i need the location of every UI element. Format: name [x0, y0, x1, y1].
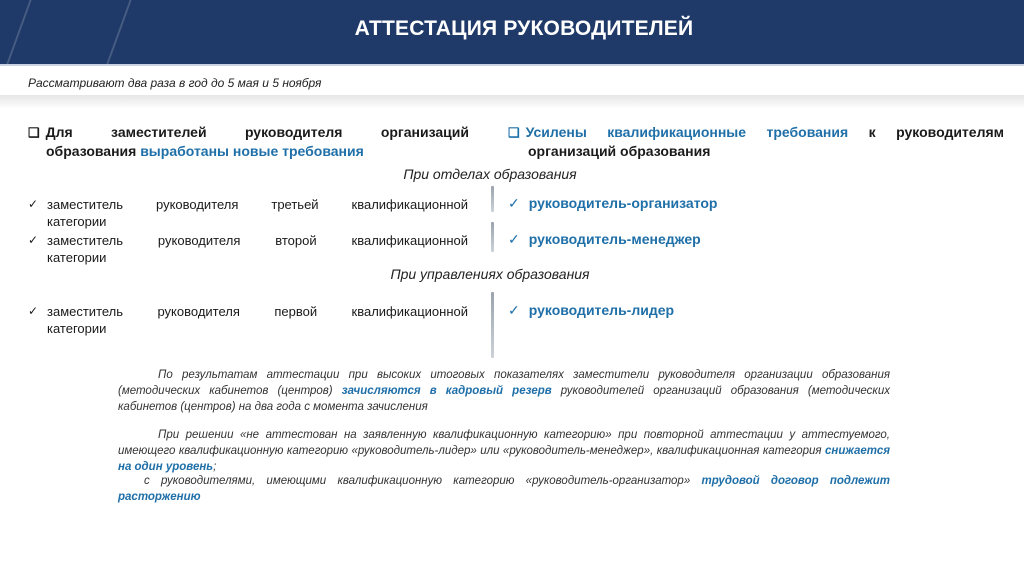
subtitle: Рассматривают два раза в год до 5 мая и 5 ноября	[28, 76, 322, 90]
column-divider	[491, 186, 494, 212]
right-heading-line1: ❑ Усилены квалификационные требования к руководителям	[508, 124, 1004, 140]
right-heading	[508, 123, 1004, 161]
check-icon: ✓	[508, 302, 520, 318]
left-heading	[28, 123, 469, 161]
column-divider	[491, 292, 494, 358]
check-icon: ✓	[28, 304, 39, 318]
paragraph-reserve: По результатам аттестации при высоких итоговых показателях заместители руководителя организации образования (методических кабинетов (центров) зачисляются в кадровый резерв руководителей организаций образования (методических кабинетов (центров) на два года с момента зачисления	[118, 369, 890, 413]
check-icon: ✓	[508, 231, 520, 247]
list-item: ✓ заместитель руководителя первой квалификационной категории	[28, 304, 468, 336]
page-title: АТТЕСТАЦИЯ РУКОВОДИТЕЛЕЙ	[354, 17, 694, 40]
header-bar	[0, 0, 1024, 66]
column-divider	[491, 222, 494, 252]
checkbox-square-icon: ❑	[28, 125, 40, 140]
left-heading-line2: образования выработаны новые требования	[46, 143, 364, 159]
section-label-administrations: При управлениях образования	[390, 266, 590, 282]
paragraph-downgrade: При решении «не аттестован на заявленную квалификационную категорию» при повторной аттестации у аттестуемого, имеющего квалификационную категорию «руководитель-лидер» или «руководитель-менеджер», квалификационная категория снижается на один уровень;	[118, 429, 890, 473]
list-item: ✓ руководитель-организатор	[508, 195, 718, 211]
list-item: ✓ руководитель-лидер	[508, 302, 675, 318]
check-icon: ✓	[508, 195, 520, 211]
section-label-departments: При отделах образования	[403, 166, 577, 182]
list-item: ✓ заместитель руководителя второй квалификационной категории	[28, 233, 468, 265]
right-heading-line2: организаций образования	[528, 143, 711, 159]
left-heading-line1: ❑ Для заместителей руководителя организаций	[28, 124, 469, 140]
checkbox-square-icon: ❑	[508, 125, 520, 140]
list-item: ✓ заместитель руководителя третьей квалификационной категории	[28, 197, 468, 229]
paragraph-termination: с руководителями, имеющими квалификационную категорию «руководитель-организатор» трудовой договор подлежит расторжению	[118, 475, 890, 503]
check-icon: ✓	[28, 197, 39, 211]
list-item: ✓ руководитель-менеджер	[508, 231, 701, 247]
check-icon: ✓	[28, 233, 39, 247]
separator-band	[0, 95, 1024, 109]
